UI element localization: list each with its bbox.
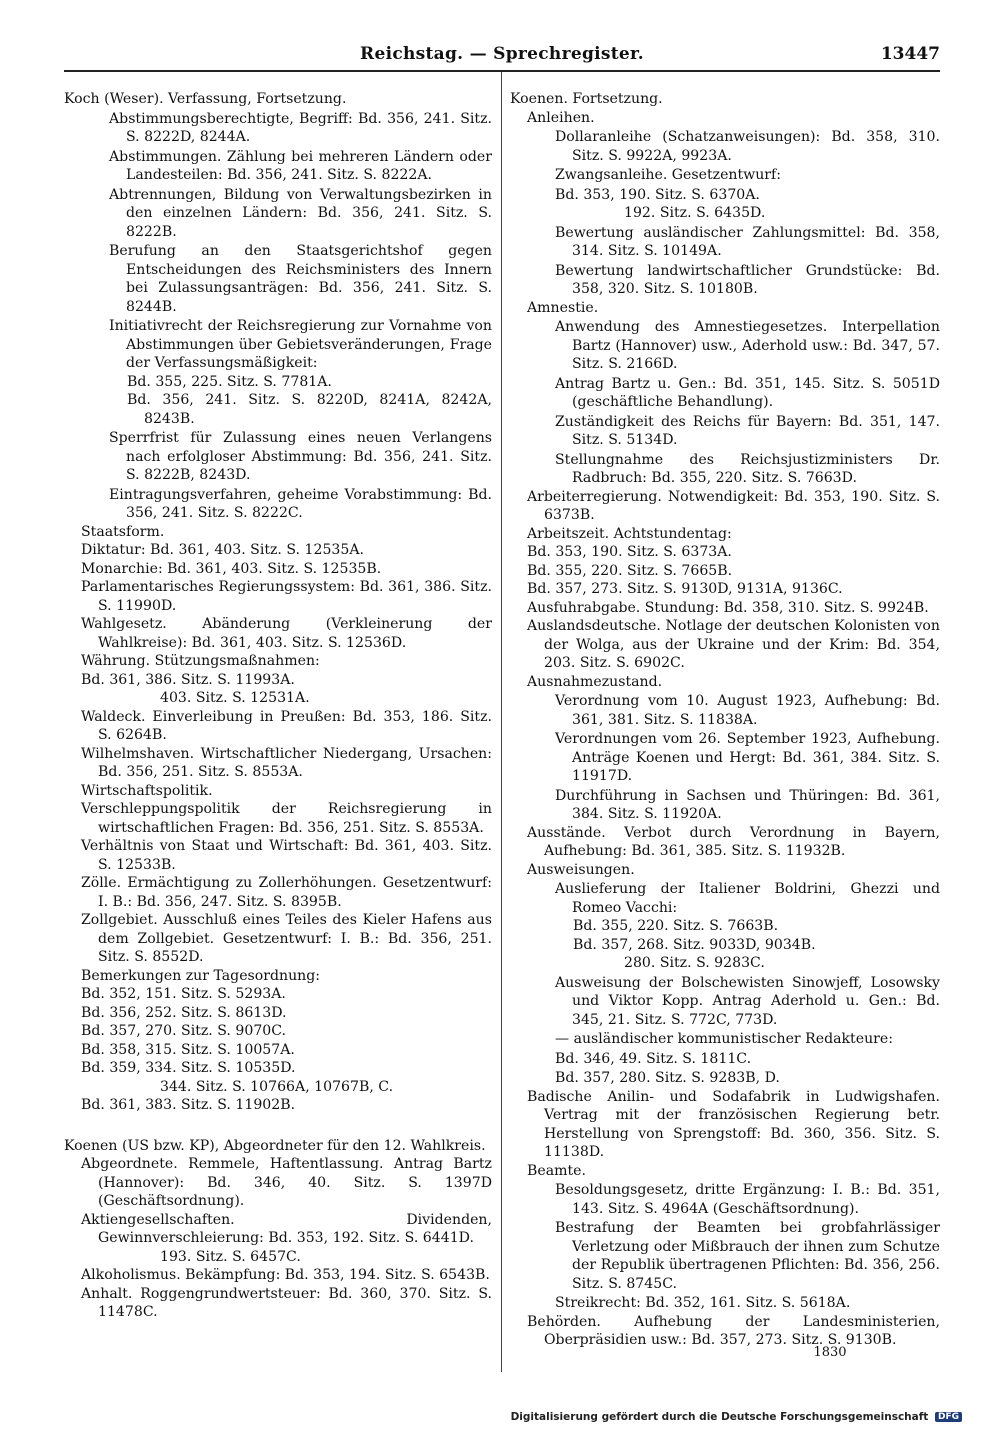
register-entry: 280. Sitz. S. 9283C. xyxy=(624,955,765,971)
register-entry: Besoldungsgesetz, dritte Ergänzung: I. B.: Bd. 351, 143. Sitz. S. 4964A (Geschäftsordnung). xyxy=(555,1182,940,1217)
register-entry: Berufung an den Staatsgerichtshof gegen Entscheidungen des Reichsministers des Innern bei Zulassungsanträgen: Bd. 356, 241. Sitz. S. 8244B. xyxy=(109,243,492,315)
register-entry: 192. Sitz. S. 6435D. xyxy=(624,205,766,221)
register-entry: Zölle. Ermächtigung zu Zollerhöhungen. Gesetzentwurf: I. B.: Bd. 356, 247. Sitz. S. 8395B. xyxy=(81,875,492,910)
register-entry: Bewertung landwirtschaftlicher Grundstücke: Bd. 358, 320. Sitz. S. 10180B. xyxy=(555,262,940,297)
register-entry: Amnestie. xyxy=(527,299,599,316)
register-entry: Bd. 361, 383. Sitz. S. 11902B. xyxy=(81,1097,296,1113)
register-entry: Verschleppungspolitik der Reichsregierung in wirtschaftlichen Fragen: Bd. 356, 251. Sitz. S. 8553A. xyxy=(81,801,492,836)
register-entry: Bd. 357, 270. Sitz. S. 9070C. xyxy=(81,1023,287,1039)
register-entry: Zwangsanleihe. Gesetzentwurf: xyxy=(555,167,781,183)
register-entry: Sperrfrist für Zulassung eines neuen Verlangens nach erfolgloser Abstimmung: Bd. 356, 241. Sitz. S. 8222B, 8243D. xyxy=(109,430,492,483)
register-entry: Abgeordnete. Remmele, Haftentlassung. Antrag Bartz (Hannover): Bd. 346, 40. Sitz. S. 1397D (Geschäftsordnung). xyxy=(81,1156,492,1209)
register-entry: Zuständigkeit des Reichs für Bayern: Bd. 351, 147. Sitz. S. 5134D. xyxy=(555,413,940,448)
register-entry: Bd. 357, 280. Sitz. S. 9283B, D. xyxy=(555,1070,780,1086)
register-entry: Wahlgesetz. Abänderung (Verkleinerung der Wahlkreise): Bd. 361, 403. Sitz. S. 12536D. xyxy=(81,616,492,651)
entry-spacer xyxy=(64,1115,492,1137)
page-number: 1830 xyxy=(813,1345,847,1360)
register-entry: Bewertung ausländischer Zahlungsmittel: Bd. 358, 314. Sitz. S. 10149A. xyxy=(555,224,940,259)
register-entry: Bd. 355, 220. Sitz. S. 7663B. xyxy=(573,918,779,934)
register-entry: Bemerkungen zur Tagesordnung: xyxy=(81,967,321,984)
speaker-heading: Koch (Weser). Verfassung, Fortsetzung. xyxy=(64,91,347,107)
register-entry: 344. Sitz. S. 10766A, 10767B, C. xyxy=(160,1078,394,1095)
register-entry: Bd. 357, 273. Sitz. S. 9130D, 9131A, 9136C. xyxy=(527,581,843,597)
register-entry: Parlamentarisches Regierungssystem: Bd. 361, 386. Sitz. S. 11990D. xyxy=(81,579,492,614)
register-entry: Ausstände. Verbot durch Verordnung in Bayern, Aufhebung: Bd. 361, 385. Sitz. S. 11932B. xyxy=(527,824,940,859)
register-entry: Monarchie: Bd. 361, 403. Sitz. S. 12535B. xyxy=(81,560,382,577)
register-entry: Anwendung des Amnestiegesetzes. Interpellation Bartz (Hannover) usw., Aderhold usw.: Bd. 347, 57. Sitz. S. 2166D. xyxy=(555,319,940,372)
register-entry: 403. Sitz. S. 12531A. xyxy=(160,690,310,706)
register-entry: Alkoholismus. Bekämpfung: Bd. 353, 194. Sitz. S. 6543B. xyxy=(81,1267,490,1283)
running-title: Reichstag. — Sprechregister. xyxy=(360,44,644,64)
right-column xyxy=(510,90,940,1350)
register-entry: Bestrafung der Beamten bei grobfahrlässiger Verletzung oder Mißbrauch der ihnen zum Schutze der Republik übertragenen Pflichten: Bd. 356, 256. Sitz. S. 8745C. xyxy=(555,1220,940,1292)
register-entry: Ausnahmezustand. xyxy=(527,673,663,690)
speaker-heading: Koenen (US bzw. KP), Abgeordneter für den 12. Wahlkreis. xyxy=(64,1137,486,1154)
register-entry: Verordnungen vom 26. September 1923, Aufhebung. Anträge Koenen und Hergt: Bd. 361, 384. Sitz. S. 11917D. xyxy=(555,731,940,784)
register-entry: Verordnung vom 10. August 1923, Aufhebung: Bd. 361, 381. Sitz. S. 11838A. xyxy=(555,693,940,728)
register-entry: Streikrecht: Bd. 352, 161. Sitz. S. 5618A. xyxy=(555,1295,851,1311)
register-entry: Ausfuhrabgabe. Stundung: Bd. 358, 310. Sitz. S. 9924B. xyxy=(527,599,929,616)
register-entry: Anleihen. xyxy=(527,109,595,126)
page-header xyxy=(64,44,940,70)
register-entry: Antrag Bartz u. Gen.: Bd. 351, 145. Sitz. S. 5051D (geschäftliche Behandlung). xyxy=(555,375,940,410)
register-entry: Stellungnahme des Reichsjustizministers Dr. Radbruch: Bd. 355, 220. Sitz. S. 7663D. xyxy=(555,451,940,486)
register-entry: Dollaranleihe (Schatzanweisungen): Bd. 358, 310. Sitz. S. 9922A, 9923A. xyxy=(555,129,940,164)
header-rule xyxy=(64,70,940,72)
register-entry: Auslandsdeutsche. Notlage der deutschen Kolonisten von der Wolga, aus der Ukraine und der Krim: Bd. 354, 203. Sitz. S. 6902C. xyxy=(527,618,940,671)
register-entry: Ausweisung der Bolschewisten Sinowjeff, Losowsky und Viktor Kopp. Antrag Aderhold u. Gen.: Bd. 345, 21. Sitz. S. 772C, 773D. xyxy=(555,974,940,1028)
register-entry: Bd. 356, 252. Sitz. S. 8613D. xyxy=(81,1004,287,1021)
register-entry: Aktiengesellschaften. Dividenden, Gewinnverschleierung: Bd. 353, 192. Sitz. S. 6441D. xyxy=(81,1211,492,1246)
register-entry: Zollgebiet. Ausschluß eines Teiles des Kieler Hafens aus dem Zollgebiet. Gesetzentwurf: I. B.: Bd. 356, 251. Sitz. S. 8552D. xyxy=(81,912,492,965)
register-entry: Bd. 355, 225. Sitz. S. 7781A. xyxy=(127,373,332,390)
register-entry: Diktatur: Bd. 361, 403. Sitz. S. 12535A. xyxy=(81,542,364,558)
register-entry: Bd. 357, 268. Sitz. 9033D, 9034B. xyxy=(573,936,816,953)
register-entry: Badische Anilin- und Sodafabrik in Ludwigshafen. Vertrag mit der französischen Regierung betr. Herstellung von Sprengstoff: Bd. 360, 356. Sitz. S. 11138D. xyxy=(527,1088,940,1160)
register-entry: Beamte. xyxy=(527,1162,586,1179)
register-entry: Abstimmungen. Zählung bei mehreren Ländern oder Landesteilen: Bd. 356, 241. Sitz. S. 8222A. xyxy=(109,148,492,183)
footer-text: Digitalisierung gefördert durch die Deutsche Forschungsgemeinschaft xyxy=(510,1411,929,1423)
register-entry: Bd. 352, 151. Sitz. S. 5293A. xyxy=(81,986,286,1002)
register-entry: Arbeiterregierung. Notwendigkeit: Bd. 353, 190. Sitz. S. 6373B. xyxy=(527,488,940,523)
register-entry: Eintragungsverfahren, geheime Vorabstimmung: Bd. 356, 241. Sitz. S. 8222C. xyxy=(109,486,492,521)
register-entry: Behörden. Aufhebung der Landesministerien, Oberpräsidien usw.: Bd. 357, 273. Sitz. S. 9130B. xyxy=(527,1313,940,1348)
register-entry: 193. Sitz. S. 6457C. xyxy=(160,1248,301,1265)
register-entry: Bd. 355, 220. Sitz. S. 7665B. xyxy=(527,562,733,579)
register-entry: Wilhelmshaven. Wirtschaftlicher Niedergang, Ursachen: Bd. 356, 251. Sitz. S. 8553A. xyxy=(81,745,492,780)
register-entry: Arbeitszeit. Achtstundentag: xyxy=(527,525,732,542)
column-number: 13447 xyxy=(880,44,940,64)
register-entry: — ausländischer kommunistischer Redakteure: xyxy=(555,1031,893,1047)
register-entry: Abstimmungsberechtigte, Begriff: Bd. 356, 241. Sitz. S. 8222D, 8244A. xyxy=(109,110,492,145)
left-column xyxy=(64,90,492,1322)
register-entry: Verhältnis von Staat und Wirtschaft: Bd. 361, 403. Sitz. S. 12533B. xyxy=(81,838,492,873)
register-entry: Waldeck. Einverleibung in Preußen: Bd. 353, 186. Sitz. S. 6264B. xyxy=(81,708,492,743)
register-entry: Durchführung in Sachsen und Thüringen: Bd. 361, 384. Sitz. S. 11920A. xyxy=(555,787,940,822)
register-entry: Bd. 353, 190. Sitz. S. 6370A. xyxy=(555,186,760,203)
register-entry: Abtrennungen, Bildung von Verwaltungsbezirken in den einzelnen Ländern: Bd. 356, 241. Sitz. S. 8222B. xyxy=(109,186,492,240)
column-divider xyxy=(501,72,502,1372)
register-entry: Auslieferung der Italiener Boldrini, Ghezzi und Romeo Vacchi: xyxy=(555,881,940,916)
speaker-heading: Koenen. Fortsetzung. xyxy=(510,91,663,107)
dfg-logo: DFG xyxy=(935,1412,962,1422)
register-entry: Bd. 358, 315. Sitz. S. 10057A. xyxy=(81,1041,295,1058)
register-entry: Ausweisungen. xyxy=(527,861,635,878)
register-entry: Bd. 346, 49. Sitz. S. 1811C. xyxy=(555,1050,752,1067)
register-entry: Initiativrecht der Reichsregierung zur Vornahme von Abstimmungen über Gebietsveränderungen, Frage der Verfassungsmäßigkeit: xyxy=(109,318,492,371)
register-entry: Bd. 361, 386. Sitz. S. 11993A. xyxy=(81,671,295,688)
register-entry: Bd. 356, 241. Sitz. S. 8220D, 8241A, 8242A, 8243B. xyxy=(127,392,492,427)
register-entry: Währung. Stützungsmaßnahmen: xyxy=(81,653,320,669)
digitization-footer xyxy=(511,1411,962,1423)
register-entry: Wirtschaftspolitik. xyxy=(81,782,213,799)
register-entry: Bd. 359, 334. Sitz. S. 10535D. xyxy=(81,1060,296,1076)
register-entry: Bd. 353, 190. Sitz. S. 6373A. xyxy=(527,544,732,560)
register-entry: Anhalt. Roggengrundwertsteuer: Bd. 360, 370. Sitz. S. 11478C. xyxy=(81,1285,492,1320)
register-entry: Staatsform. xyxy=(81,523,165,540)
